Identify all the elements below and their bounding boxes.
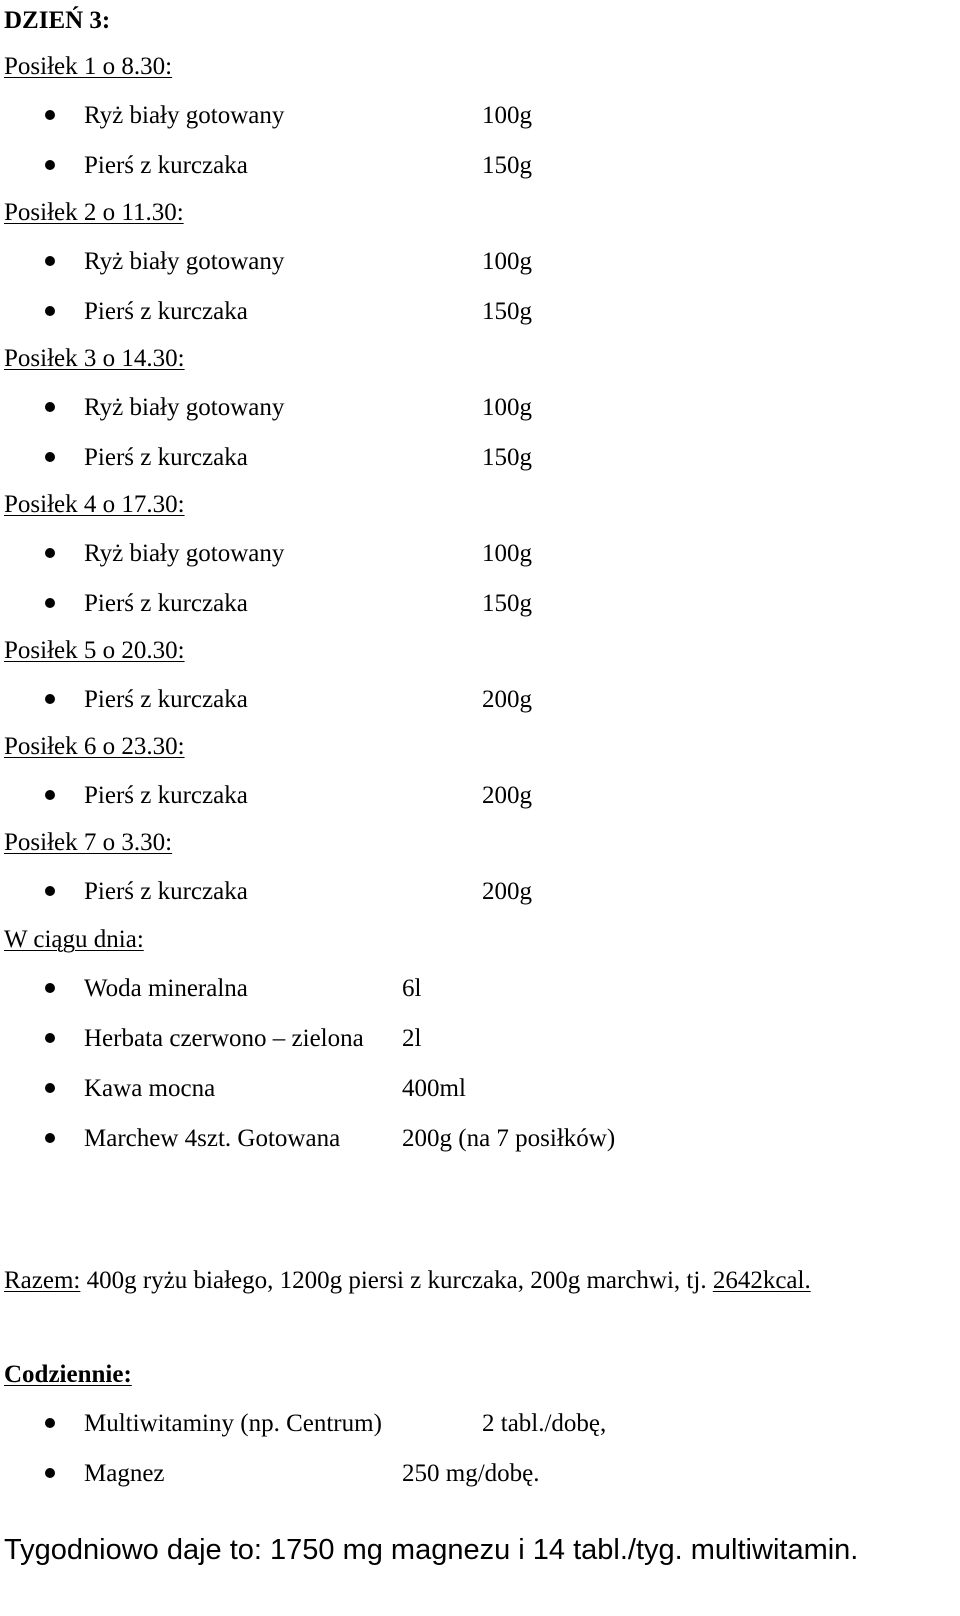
bullet-icon	[45, 548, 55, 558]
meal-1-label: Posiłek 1 o 8.30:	[4, 53, 173, 80]
meal-1-item-2-amount: 150g	[482, 152, 532, 179]
meal-2-item-2-amount: 150g	[482, 298, 532, 325]
bullet-icon	[45, 694, 55, 704]
during-day-item-2-name: Herbata czerwono – zielona	[84, 1025, 364, 1052]
meal-3-item-2-amount: 150g	[482, 444, 532, 471]
total-label: Razem:	[4, 1267, 81, 1294]
total-kcal: 2642kcal.	[712, 1267, 811, 1294]
meal-4-item-1-name: Ryż biały gotowany	[84, 540, 285, 567]
meal-7-item-1-name: Pierś z kurczaka	[84, 878, 248, 905]
daily-item-1-name: Multiwitaminy (np. Centrum)	[84, 1410, 382, 1437]
bullet-icon	[45, 1418, 55, 1428]
meal-6-item-1-name: Pierś z kurczaka	[84, 782, 248, 809]
during-day-item-3-amount: 400ml	[402, 1075, 466, 1102]
during-day-item-4-amount: 200g (na 7 posiłków)	[402, 1125, 616, 1152]
bullet-icon	[45, 1468, 55, 1478]
bullet-icon	[45, 452, 55, 462]
bullet-icon	[45, 790, 55, 800]
meal-3-item-1-amount: 100g	[482, 394, 532, 421]
meal-1-item-1-amount: 100g	[482, 102, 532, 129]
meal-4-item-2-amount: 150g	[482, 590, 532, 617]
meal-1-item-2-name: Pierś z kurczaka	[84, 152, 248, 179]
during-day-item-2-amount: 2l	[402, 1025, 422, 1052]
bullet-icon	[45, 1133, 55, 1143]
meal-5-label: Posiłek 5 o 20.30:	[4, 637, 185, 664]
bullet-icon	[45, 983, 55, 993]
meal-5-item-1-name: Pierś z kurczaka	[84, 686, 248, 713]
bullet-icon	[45, 306, 55, 316]
meal-7-label: Posiłek 7 o 3.30:	[4, 829, 173, 856]
meal-5-item-1-amount: 200g	[482, 686, 532, 713]
meal-6-label: Posiłek 6 o 23.30:	[4, 733, 185, 760]
daily-item-2-name: Magnez	[84, 1460, 165, 1487]
bullet-icon	[45, 886, 55, 896]
meal-4-item-2-name: Pierś z kurczaka	[84, 590, 248, 617]
meal-3-label: Posiłek 3 o 14.30:	[4, 345, 185, 372]
meal-2-label: Posiłek 2 o 11.30:	[4, 199, 184, 226]
meal-2-item-1-amount: 100g	[482, 248, 532, 275]
day-title: DZIEŃ 3:	[4, 7, 111, 34]
daily-item-1-amount: 2 tabl./dobę,	[482, 1410, 607, 1437]
daily-item-2-amount: 250 mg/dobę.	[402, 1460, 540, 1487]
daily-label: Codziennie:	[4, 1361, 132, 1388]
during-day-item-3-name: Kawa mocna	[84, 1075, 216, 1102]
meal-4-label: Posiłek 4 o 17.30:	[4, 491, 185, 518]
meal-4-item-1-amount: 100g	[482, 540, 532, 567]
during-day-item-4-name: Marchew 4szt. Gotowana	[84, 1125, 341, 1152]
during-day-item-1-name: Woda mineralna	[84, 975, 248, 1002]
total-text: 400g ryżu białego, 1200g piersi z kurczaka, 200g marchwi, tj.	[80, 1267, 713, 1294]
bullet-icon	[45, 110, 55, 120]
meal-7-item-1-amount: 200g	[482, 878, 532, 905]
meal-2-item-1-name: Ryż biały gotowany	[84, 248, 285, 275]
meal-3-item-2-name: Pierś z kurczaka	[84, 444, 248, 471]
meal-6-item-1-amount: 200g	[482, 782, 532, 809]
bullet-icon	[45, 256, 55, 266]
bullet-icon	[45, 1033, 55, 1043]
bullet-icon	[45, 160, 55, 170]
meal-3-item-1-name: Ryż biały gotowany	[84, 394, 285, 421]
total-line	[4, 1268, 811, 1293]
meal-1-item-1-name: Ryż biały gotowany	[84, 102, 285, 129]
meal-2-item-2-name: Pierś z kurczaka	[84, 298, 248, 325]
weekly-note: Tygodniowo daje to: 1750 mg magnezu i 14 tabl./tyg. multiwitamin.	[4, 1534, 859, 1566]
bullet-icon	[45, 402, 55, 412]
during-day-label: W ciągu dnia:	[4, 926, 144, 953]
bullet-icon	[45, 598, 55, 608]
during-day-item-1-amount: 6l	[402, 975, 422, 1002]
bullet-icon	[45, 1083, 55, 1093]
